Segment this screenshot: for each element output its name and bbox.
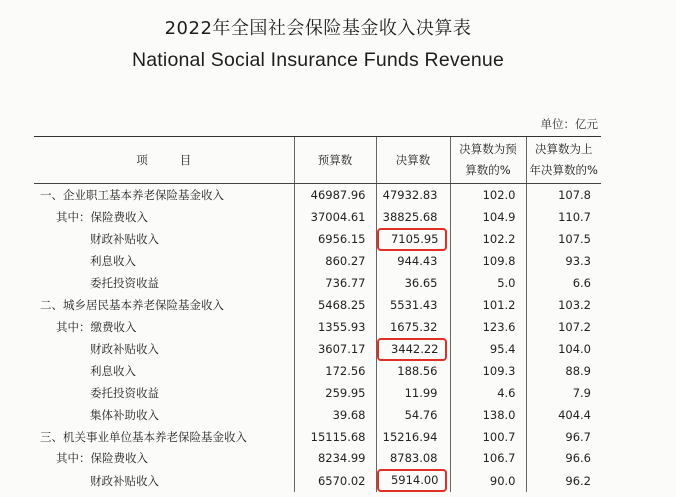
final-cell: 36.65 (376, 272, 450, 294)
page-subtitle: National Social Insurance Funds Revenue (131, 49, 505, 71)
pct-budget-cell: 4.6 (450, 382, 526, 404)
page-title: 2022年全国社会保险基金收入决算表 (164, 18, 472, 39)
table-row (34, 294, 601, 316)
highlight-box: 7105.95 (377, 228, 447, 251)
final-cell: 944.43 (376, 251, 450, 273)
highlight-box: 5914.00 (377, 469, 447, 492)
pct-prev-cell: 107.8 (526, 184, 601, 206)
pct-prev-cell: 96.7 (526, 426, 601, 448)
row-label: 其中：缴费收入 (56, 319, 137, 334)
row-label: 财政补贴收入 (90, 342, 159, 356)
budget-cell: 860.27 (294, 251, 376, 273)
budget-cell: 172.56 (294, 361, 376, 383)
table-row (34, 361, 601, 383)
budget-cell: 1355.93 (294, 316, 376, 338)
pct-prev-cell: 104.0 (526, 338, 601, 361)
final-cell: 188.56 (376, 361, 450, 383)
pct-budget-cell: 5.0 (450, 272, 526, 294)
row-label: 财政补贴收入 (90, 232, 159, 246)
header-pct-prev-line1: 决算数为上 (535, 142, 593, 156)
table-row (34, 184, 601, 206)
table-row (34, 382, 601, 404)
table-row (34, 469, 601, 492)
header-row (34, 137, 601, 184)
pct-budget-cell: 123.6 (450, 316, 526, 338)
table-row (34, 404, 601, 426)
header-pct-budget (450, 137, 526, 184)
budget-cell: 3607.17 (294, 338, 376, 361)
final-cell: 38825.68 (376, 206, 450, 228)
header-pct-prev-line2: 年决算数的% (529, 163, 598, 177)
final-cell: 1675.32 (376, 316, 450, 338)
budget-cell: 39.68 (294, 404, 376, 426)
pct-prev-cell: 103.2 (526, 294, 601, 316)
pct-budget-cell: 104.9 (450, 206, 526, 228)
budget-cell: 15115.68 (294, 426, 376, 448)
pct-budget-cell: 100.7 (450, 426, 526, 448)
row-label: 利息收入 (90, 364, 136, 379)
pct-prev-cell: 88.9 (526, 361, 601, 383)
final-cell (376, 228, 450, 251)
final-cell: 5531.43 (376, 294, 450, 316)
table-row (34, 228, 601, 251)
pct-prev-cell: 110.7 (526, 206, 601, 228)
budget-cell: 6570.02 (294, 469, 376, 492)
final-cell: 11.99 (376, 382, 450, 404)
header-pct-budget-line2: 算数的% (465, 163, 511, 177)
table-row (34, 426, 601, 448)
budget-cell: 37004.61 (294, 206, 376, 228)
budget-cell: 6956.15 (294, 228, 376, 251)
header-item: 项目 (34, 137, 294, 184)
table-row (34, 206, 601, 228)
pct-budget-cell: 102.0 (450, 184, 526, 206)
pct-budget-cell: 138.0 (450, 404, 526, 426)
row-label: 三、机关事业单位基本养老保险基金收入 (40, 429, 247, 444)
pct-budget-cell: 95.4 (450, 338, 526, 361)
row-label: 二、城乡居民基本养老保险基金收入 (40, 297, 224, 312)
final-cell (376, 469, 450, 492)
budget-cell: 5468.25 (294, 294, 376, 316)
pct-prev-cell: 107.2 (526, 316, 601, 338)
revenue-table (34, 136, 601, 492)
row-label: 利息收入 (90, 254, 136, 269)
budget-cell: 46987.96 (294, 184, 376, 206)
table-row (34, 316, 601, 338)
table-row (34, 272, 601, 294)
row-label: 集体补助收入 (90, 407, 159, 422)
pct-prev-cell: 107.5 (526, 228, 601, 251)
row-label: 其中：保险费收入 (56, 451, 148, 466)
budget-cell: 8234.99 (294, 448, 376, 470)
final-cell: 15216.94 (376, 426, 450, 448)
pct-prev-cell: 404.4 (526, 404, 601, 426)
row-label: 其中：保险费收入 (56, 209, 148, 224)
pct-prev-cell: 96.2 (526, 469, 601, 492)
final-cell (376, 338, 450, 361)
pct-budget-cell: 101.2 (450, 294, 526, 316)
pct-budget-cell: 109.8 (450, 251, 526, 273)
table-row (34, 251, 601, 273)
unit-label: 单位：亿元 (540, 117, 598, 131)
final-cell: 8783.08 (376, 448, 450, 470)
pct-prev-cell: 7.9 (526, 382, 601, 404)
header-pct-budget-line1: 决算数为预 (459, 142, 517, 156)
budget-cell: 736.77 (294, 272, 376, 294)
pct-prev-cell: 96.6 (526, 448, 601, 470)
final-cell: 47932.83 (376, 184, 450, 206)
row-label: 财政补贴收入 (90, 473, 159, 488)
pct-budget-cell: 106.7 (450, 448, 526, 470)
row-label: 委托投资收益 (90, 386, 159, 401)
row-label: 一、企业职工基本养老保险基金收入 (40, 187, 224, 202)
highlight-box: 3442.22 (377, 338, 447, 361)
table-row (34, 448, 601, 470)
pct-prev-cell: 6.6 (526, 272, 601, 294)
row-label: 委托投资收益 (90, 276, 159, 291)
table-row (34, 338, 601, 361)
pct-prev-cell: 93.3 (526, 251, 601, 273)
header-pct-prev (526, 137, 601, 184)
final-cell: 54.76 (376, 404, 450, 426)
table-body (34, 184, 601, 493)
header-final: 决算数 (376, 137, 450, 184)
header-budget: 预算数 (294, 137, 376, 184)
pct-budget-cell: 102.2 (450, 228, 526, 251)
budget-cell: 259.95 (294, 382, 376, 404)
pct-budget-cell: 90.0 (450, 469, 526, 492)
pct-budget-cell: 109.3 (450, 361, 526, 383)
